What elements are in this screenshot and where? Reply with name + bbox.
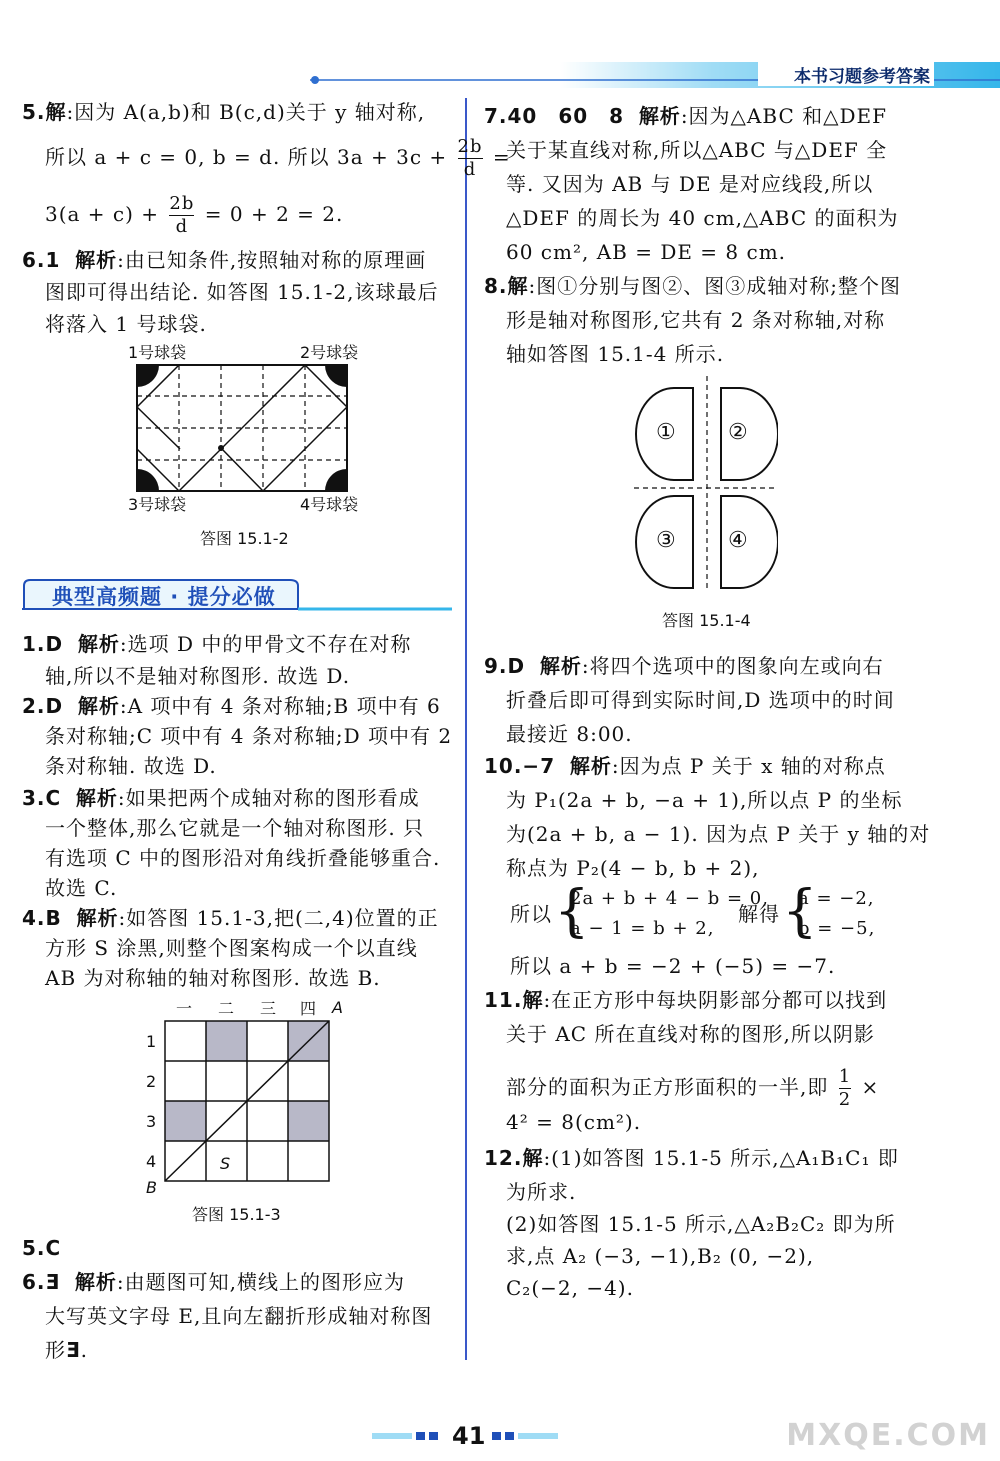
q7-line2: 关于某直线对称,所以△ABC 与△DEF 全 (506, 138, 888, 162)
figure-caption: 答图 15.1-2 (200, 529, 289, 548)
q7-line4: △DEF 的周长为 40 cm,△ABC 的面积为 (506, 206, 899, 230)
point-a-label: A (332, 998, 343, 1017)
q5-line2: 所以 a + c = 0, b = d. 所以 3a + 3c + $\frac{2b}{d}$ = (45, 136, 511, 180)
b3-line2: 一个整体,那么它就是一个轴对称图形. 只 (45, 816, 425, 840)
q7-line3: 等. 又因为 AB 与 DE 是对应线段,所以 (506, 172, 874, 196)
b2-line2: 条对称轴;C 项中有 4 条对称轴;D 项中有 2 (45, 724, 453, 748)
q8-line2: 形是轴对称图形,它共有 2 条对称轴,对称 (506, 308, 886, 332)
b3-line1: 3.C 解析:如果把两个成轴对称的图形看成 (22, 786, 420, 810)
pocket-3-label: 3号球袋 (128, 495, 187, 514)
mirrored-e-glyph: Ǝ (66, 1338, 81, 1362)
q6-line2: 图即可得出结论. 如答图 15.1-2,该球最后 (45, 280, 439, 304)
fraction-2b-d: $\frac{2b}{d}$ (169, 193, 195, 237)
grid-row-label-4: 4 (146, 1152, 157, 1171)
q11-line4: 4² = 8(cm²). (506, 1110, 642, 1134)
q5-line3: 3(a + c) + $\frac{2b}{d}$ = 0 + 2 = 2. (45, 193, 344, 237)
pocket-4-label: 4号球袋 (300, 495, 359, 514)
fraction-one-half: $\frac{1}{2}$ (838, 1066, 852, 1110)
b2-line1: 2.D 解析:A 项中有 4 条对称轴;B 项中有 6 (22, 694, 441, 718)
b5-line: 5.C (22, 1236, 62, 1260)
system-sol-2: b = −5, (798, 918, 876, 939)
billiard-table-figure (136, 364, 348, 492)
b3-line4: 故选 C. (45, 876, 118, 900)
left-brace: { (782, 879, 818, 944)
q10-system-prefix: 所以 (510, 902, 552, 926)
figure-caption: 答图 15.1-4 (662, 611, 751, 630)
mirrored-e-glyph: Ǝ (45, 1270, 61, 1294)
system-eq-2: a − 1 = b + 2, (570, 918, 715, 939)
b2-line3: 条对称轴. 故选 D. (45, 754, 217, 778)
header-title: 本书习题参考答案 (794, 67, 930, 87)
fraction-2b-d: $\frac{2b}{d}$ (457, 136, 483, 180)
circle-1-label: ① (656, 420, 676, 445)
circle-2-label: ② (728, 420, 748, 445)
circle-4-label: ④ (728, 528, 748, 553)
q11-line3: 部分的面积为正方形面积的一半,即 $\frac{1}{2}$ × (506, 1066, 880, 1110)
q6-line1: 6.1 解析:由已知条件,按照轴对称的原理画 (22, 248, 427, 272)
grid-row-label-2: 2 (146, 1072, 157, 1091)
footer-decoration-left (372, 1430, 442, 1442)
b4-line2: 方形 S 涂黑,则整个图案构成一个以直线 (45, 936, 418, 960)
b3-line3: 有选项 C 中的图形沿对角线折叠能够重合. (45, 846, 441, 870)
q10-line2: 为 P₁(2a + b, −a + 1),所以点 P 的坐标 (506, 788, 903, 812)
section-title: 典型高频题 · 提分必做 (52, 585, 276, 609)
b1-line2: 轴,所以不是轴对称图形. 故选 D. (45, 664, 351, 688)
grid-row-label-3: 3 (146, 1112, 157, 1131)
half-circles-figure (634, 376, 778, 590)
q7-line1: 7.40 60 8 解析:因为△ABC 和△DEF (484, 104, 887, 128)
b4-line3: AB 为对称轴的轴对称图形. 故选 B. (45, 966, 381, 990)
grid-col-label-1: 一 (176, 999, 193, 1018)
grid-row-label-1: 1 (146, 1032, 157, 1051)
left-brace: { (554, 879, 590, 944)
square-s-label: S (220, 1154, 231, 1173)
figure-caption: 答图 15.1-3 (192, 1205, 281, 1224)
b4-line1: 4.B 解析:如答图 15.1-3,把(二,4)位置的正 (22, 906, 439, 930)
q6-line3: 将落入 1 号球袋. (45, 312, 207, 336)
grid-col-label-3: 三 (260, 999, 277, 1018)
q12-line2: 为所求. (506, 1180, 577, 1204)
q9-line1: 9.D 解析:将四个选项中的图象向左或向右 (484, 654, 884, 678)
q5-line1: 5.解:因为 A(a,b)和 B(c,d)关于 y 轴对称, (22, 100, 426, 124)
q10-line1: 10.−7 解析:因为点 P 关于 x 轴的对称点 (484, 754, 886, 778)
grid-col-label-4: 四 (300, 999, 317, 1018)
square-grid-figure (164, 1020, 330, 1182)
b6-line3: 形Ǝ. (45, 1338, 89, 1362)
q11-line1: 11.解:在正方形中每块阴影部分都可以找到 (484, 988, 888, 1012)
grid-col-label-2: 二 (218, 999, 235, 1018)
q10-line5: 所以 a + b = −2 + (−5) = −7. (510, 954, 836, 978)
pocket-1-label: 1号球袋 (128, 343, 187, 362)
b6-line1: 6.Ǝ 解析:由题图可知,横线上的图形应为 (22, 1270, 406, 1294)
q10-line4: 称点为 P₂(4 − b, b + 2), (506, 856, 760, 880)
circle-3-label: ③ (656, 528, 676, 553)
q12-line5: C₂(−2, −4). (506, 1276, 634, 1300)
q12-line1: 12.解:(1)如答图 15.1-5 所示,△A₁B₁C₁ 即 (484, 1146, 899, 1170)
pocket-2-label: 2号球袋 (300, 343, 359, 362)
system-eq-1: 2a + b + 4 − b = 0, (570, 888, 769, 909)
q10-line3: 为(2a + b, a − 1). 因为点 P 关于 y 轴的对 (506, 822, 931, 846)
q9-line3: 最接近 8:00. (506, 722, 633, 746)
q10-system-mid: 解得 (738, 902, 780, 926)
q8-line3: 轴如答图 15.1-4 所示. (506, 342, 725, 366)
q9-line2: 折叠后即可得到实际时间,D 选项中的时间 (506, 688, 895, 712)
point-b-label: B (146, 1178, 157, 1197)
b1-line1: 1.D 解析:选项 D 中的甲骨文不存在对称 (22, 632, 412, 656)
q11-line2: 关于 AC 所在直线对称的图形,所以阴影 (506, 1022, 875, 1046)
footer-decoration-right (492, 1430, 562, 1442)
page-number: 41 (452, 1422, 486, 1450)
watermark: MXQE.COM (786, 1418, 990, 1453)
column-divider (465, 98, 467, 1360)
q8-line1: 8.解:图①分别与图②、图③成轴对称;整个图 (484, 274, 901, 298)
system-sol-1: a = −2, (798, 888, 875, 909)
b6-line2: 大写英文字母 E,且向左翻折形成轴对称图 (45, 1304, 433, 1328)
q12-line4: 求,点 A₂ (−3, −1),B₂ (0, −2), (506, 1244, 815, 1268)
q7-line5: 60 cm², AB = DE = 8 cm. (506, 240, 787, 264)
q12-line3: (2)如答图 15.1-5 所示,△A₂B₂C₂ 即为所 (506, 1212, 896, 1236)
